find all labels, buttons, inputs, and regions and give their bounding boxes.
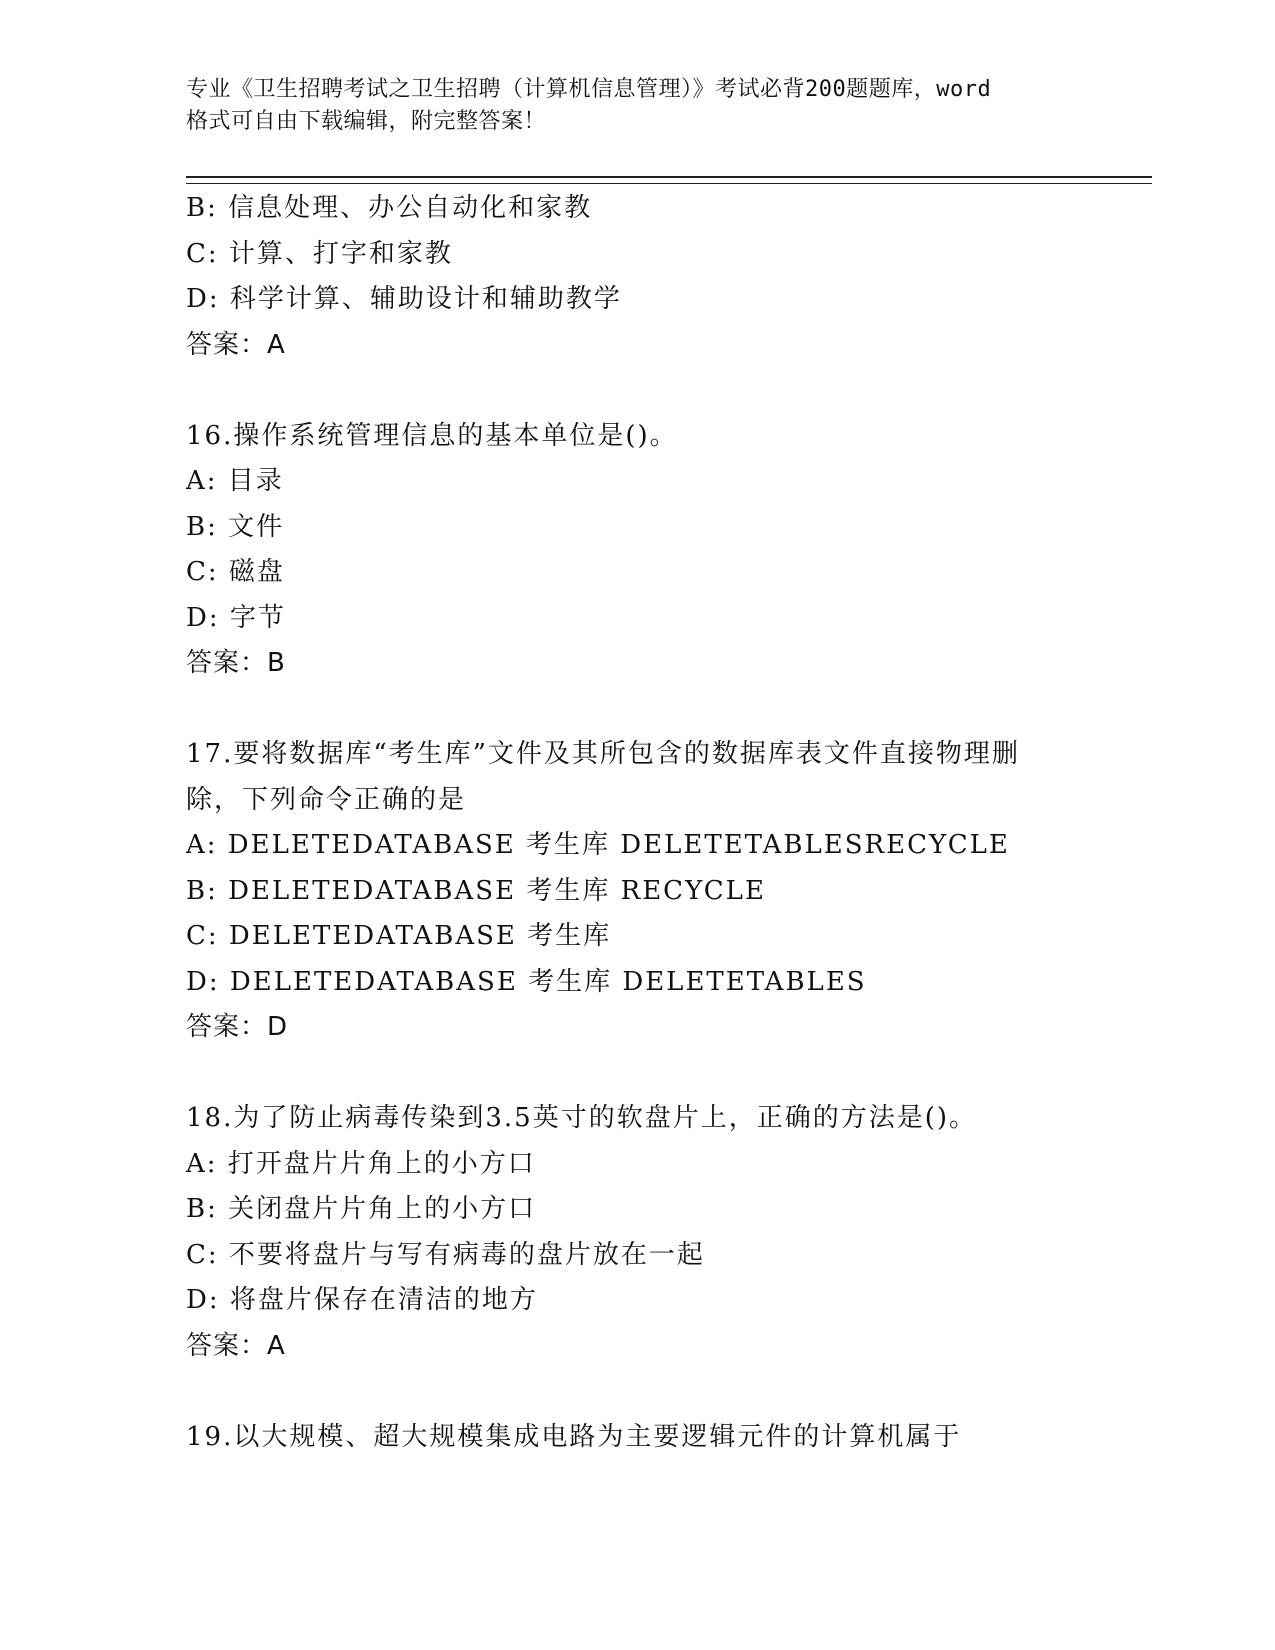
question-16-block (186, 414, 1146, 687)
question-17-block (186, 732, 1146, 1051)
answer-line: 答案：A (186, 1330, 286, 1361)
answer-line: 答案：B (186, 648, 286, 678)
answer-line: 答案：A (186, 329, 286, 360)
option-c: C: DELETEDATABASE 考生库 (186, 921, 612, 951)
spacer (186, 687, 1146, 733)
prev-question-block (186, 186, 1146, 368)
option-a: A: 打开盘片片角上的小方口 (186, 1148, 536, 1179)
option-d: D: DELETEDATABASE 考生库 DELETETABLES (186, 966, 867, 997)
option-b: B: 关闭盘片片角上的小方口 (186, 1194, 537, 1224)
spacer (186, 368, 1146, 414)
option-a: A: 目录 (186, 466, 284, 496)
header-divider-thin (186, 183, 1152, 184)
option-d: D: 将盘片保存在清洁的地方 (186, 1285, 538, 1315)
option-b: B: DELETEDATABASE 考生库 RECYCLE (186, 875, 766, 906)
option-c: C: 磁盘 (186, 557, 285, 587)
document-header (186, 74, 1086, 138)
question-19-text: 19.以大规模、超大规模集成电路为主要逻辑元件的计算机属于 (186, 1421, 962, 1452)
header-line-2: 格式可自由下载编辑，附完整答案！ (186, 109, 547, 134)
question-content (186, 186, 1146, 1460)
option-d: D: 科学计算、辅助设计和辅助教学 (186, 284, 622, 314)
option-c: C: 不要将盘片与写有病毒的盘片放在一起 (186, 1239, 705, 1270)
spacer (186, 1369, 1146, 1415)
header-divider-thick (186, 176, 1152, 178)
question-19-block (186, 1415, 1146, 1461)
question-18-block (186, 1096, 1146, 1369)
header-line-1: 专业《卫生招聘考试之卫生招聘（计算机信息管理）》考试必背200题题库，word (186, 77, 992, 102)
question-17-text-line-1: 17.要将数据库“考生库”文件及其所包含的数据库表文件直接物理删 (186, 739, 1020, 769)
option-d: D: 字节 (186, 602, 286, 633)
question-18-text: 18.为了防止病毒传染到3.5英寸的软盘片上，正确的方法是()。 (186, 1103, 977, 1133)
answer-line: 答案：D (186, 1012, 289, 1042)
option-b: B: 文件 (186, 511, 285, 542)
option-c: C: 计算、打字和家教 (186, 238, 453, 269)
option-a: A: DELETEDATABASE 考生库 DELETETABLESRECYCLE (186, 830, 1010, 860)
option-b: B: 信息处理、办公自动化和家教 (186, 193, 593, 223)
question-17-text-line-2: 除，下列命令正确的是 (186, 784, 467, 815)
question-16-text: 16.操作系统管理信息的基本单位是()。 (186, 420, 678, 451)
spacer (186, 1051, 1146, 1097)
